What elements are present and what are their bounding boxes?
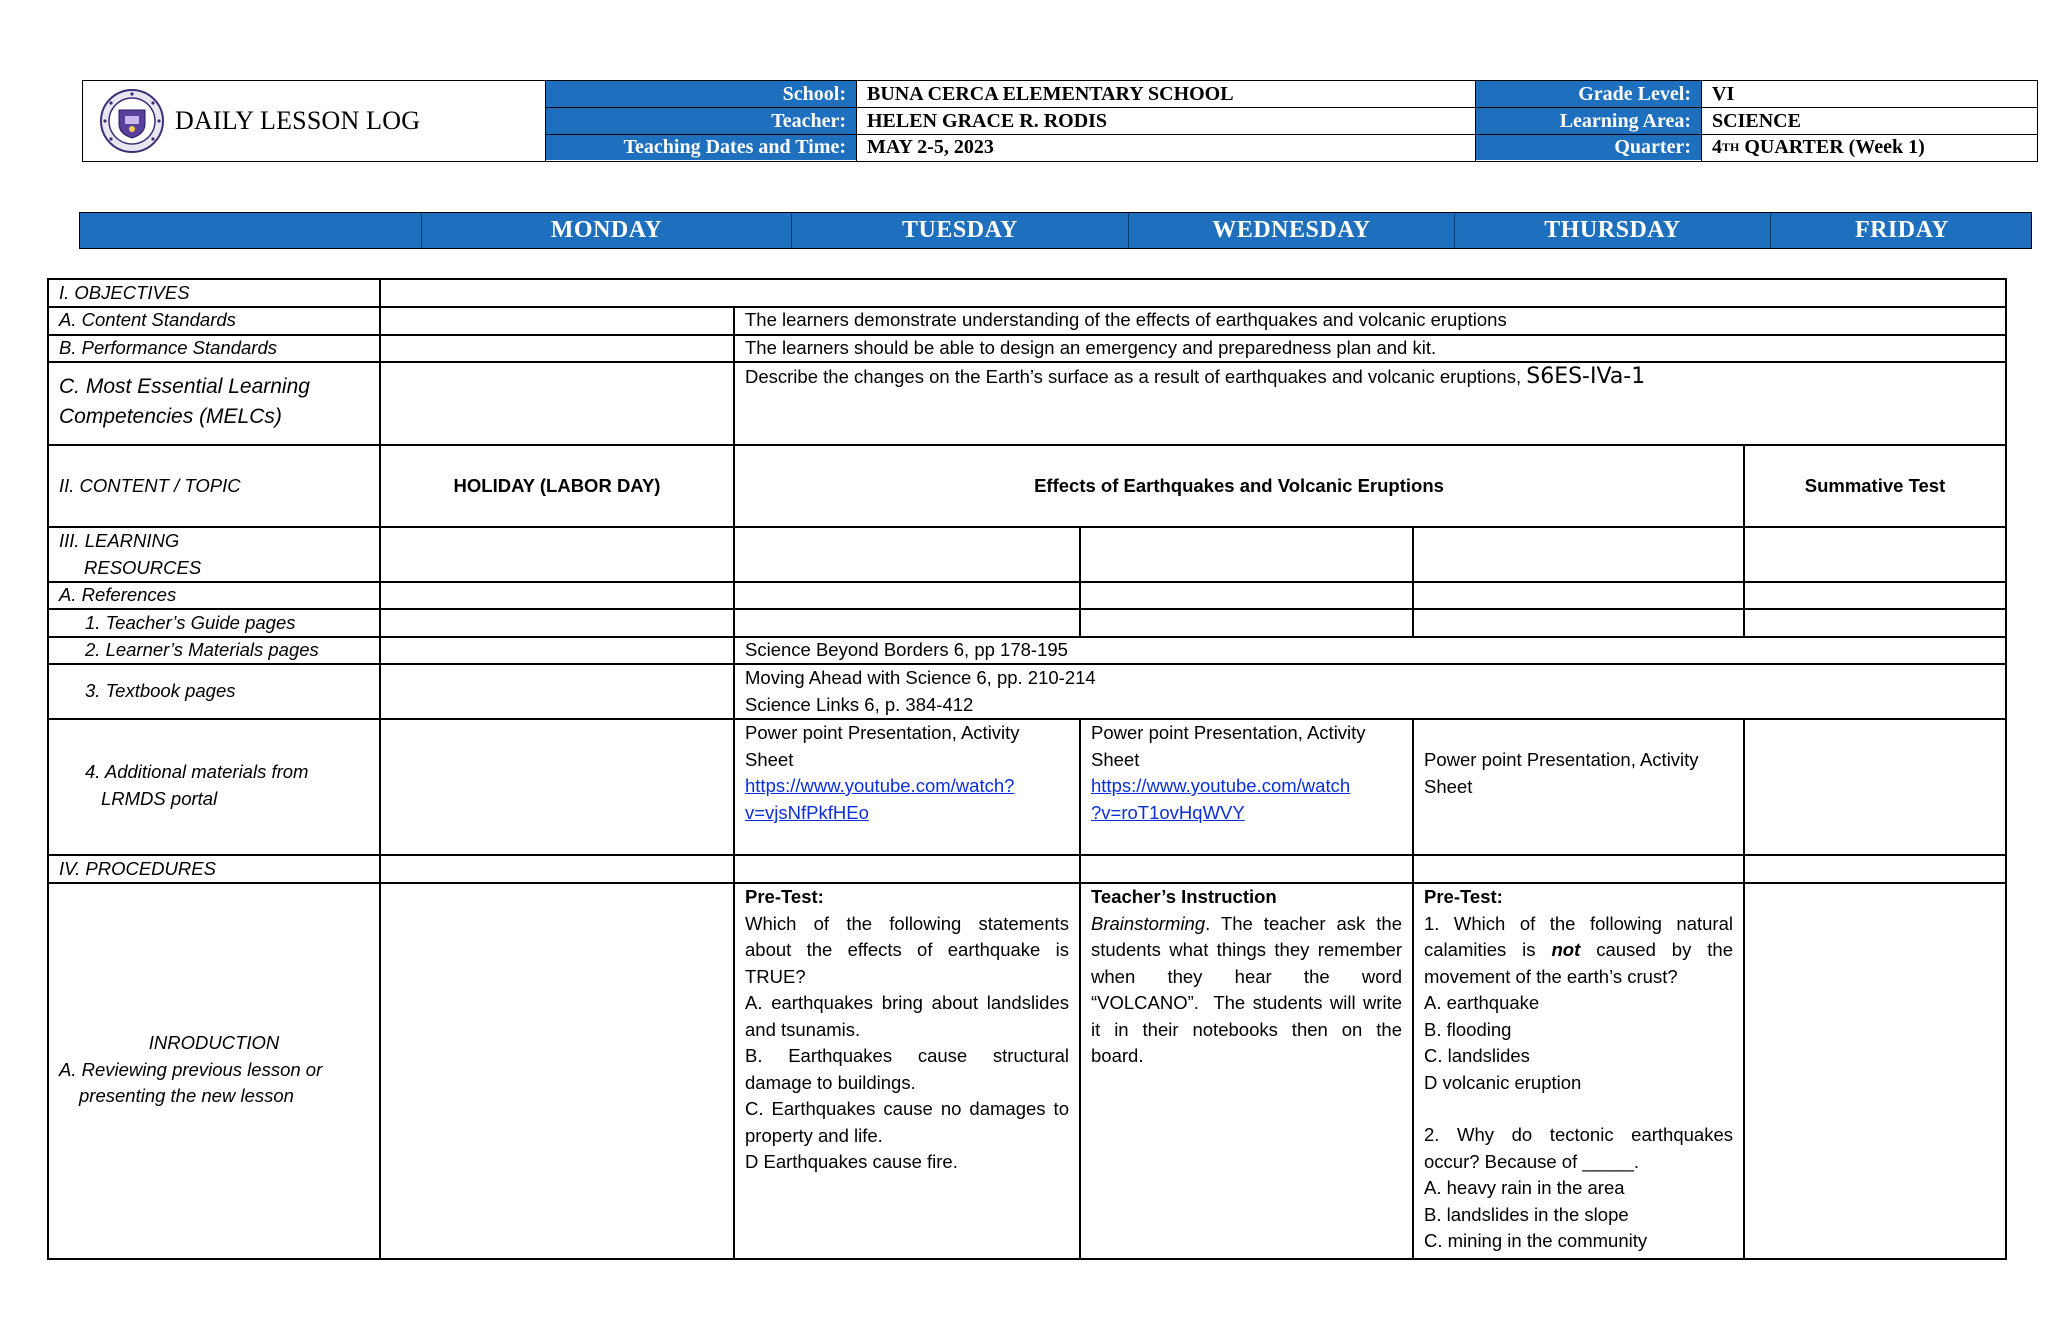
learning-resources-line2: RESOURCES bbox=[84, 556, 202, 578]
quarter-value bbox=[1702, 135, 2037, 160]
thursday-q1-b: B. flooding bbox=[1424, 1018, 1512, 1040]
textbook-line2: Science Links 6, p. 384-412 bbox=[745, 693, 974, 715]
tuesday-option-b: B. Earthquakes cause structural damage to buildings. bbox=[745, 1045, 1069, 1093]
quarter-text: QUARTER (Week 1) bbox=[1739, 136, 1925, 158]
brainstorming-term: Brainstorming bbox=[1091, 912, 1206, 934]
tuesday-materials bbox=[735, 720, 1079, 854]
row-references-label: A. References bbox=[59, 584, 177, 606]
deped-seal-icon bbox=[99, 88, 165, 154]
thursday-q1 bbox=[1424, 911, 1739, 991]
textbook-pages-cell bbox=[735, 665, 2005, 718]
friday-topic: Summative Test bbox=[1804, 474, 1946, 496]
melc-code: S6ES-IVa-1 bbox=[1526, 364, 1646, 389]
tuesday-pretest-question: Which of the following statements about the effects of earthquake is TRUE? bbox=[745, 912, 1069, 987]
main-topic: Effects of Earthquakes and Volcanic Eruptions bbox=[1034, 474, 1444, 496]
thursday-pretest bbox=[1414, 884, 1743, 1258]
thursday-q1-emphasis: not bbox=[1551, 939, 1581, 960]
header-labels-right bbox=[1476, 81, 1702, 161]
grid-line bbox=[47, 1258, 2007, 1260]
additional-line2: LRMDS portal bbox=[101, 787, 218, 809]
tuesday-link-part1[interactable]: https://www.youtube.com/watch? bbox=[745, 775, 1015, 796]
tuesday-materials-line1: Power point Presentation, Activity bbox=[745, 722, 1020, 743]
thursday-materials-line2: Sheet bbox=[1424, 775, 1473, 797]
thursday-q2-a: A. heavy rain in the area bbox=[1424, 1177, 1625, 1198]
tuesday-video-link[interactable] bbox=[745, 773, 1069, 826]
grade-label: Grade Level: bbox=[1476, 81, 1701, 108]
wednesday-instruction-body bbox=[1091, 911, 1408, 1070]
row-content-standards-label: A. Content Standards bbox=[59, 309, 236, 331]
thursday-pretest-heading: Pre-Test: bbox=[1424, 886, 1503, 907]
thursday-q2-b: B. landslides in the slope bbox=[1424, 1203, 1629, 1225]
additional-line1: 4. Additional materials from bbox=[85, 761, 309, 782]
row-procedures-label: IV. PROCEDURES bbox=[59, 857, 216, 879]
row-tg-pages-label: 1. Teacher’s Guide pages bbox=[85, 611, 296, 633]
teacher-value: HELEN GRACE R. RODIS bbox=[857, 108, 1475, 135]
area-label: Learning Area: bbox=[1476, 108, 1701, 135]
row-additional-materials-label bbox=[49, 759, 379, 819]
brand-block bbox=[83, 81, 546, 161]
day-monday: MONDAY bbox=[421, 213, 791, 248]
row-performance-standards-label: B. Performance Standards bbox=[59, 336, 277, 358]
spacer bbox=[1424, 1096, 1733, 1122]
day-tuesday: TUESDAY bbox=[791, 213, 1128, 248]
thursday-q1-d: D volcanic eruption bbox=[1424, 1071, 1582, 1093]
thursday-q1-pre: 1. Which of the following natural calamities is bbox=[1424, 912, 1739, 960]
tuesday-option-a: A. earthquakes bring about landslides and tsunamis. bbox=[745, 992, 1069, 1040]
tuesday-pretest bbox=[735, 884, 1079, 1258]
wednesday-instruction-text: . The teacher ask the students what things they remember when they hear the word “VOLCANO”. The students will write it in their notebooks then on the board. bbox=[1091, 912, 1408, 1066]
learning-resources-line1: III. LEARNING bbox=[59, 530, 180, 551]
lm-pages-text: Science Beyond Borders 6, pp 178-195 bbox=[745, 638, 1068, 660]
row-melc-label: C. Most Essential Learning Competencies (MELCs) bbox=[59, 375, 310, 428]
wednesday-materials-line1: Power point Presentation, Activity bbox=[1091, 722, 1366, 743]
intro-line2: A. Reviewing previous lesson or bbox=[59, 1058, 323, 1080]
textbook-line1: Moving Ahead with Science 6, pp. 210-214 bbox=[745, 667, 1096, 688]
thursday-q2: 2. Why do tectonic earthquakes occur? Because of _____. bbox=[1424, 1124, 1733, 1172]
school-value: BUNA CERCA ELEMENTARY SCHOOL bbox=[857, 81, 1475, 108]
content-standards-text: The learners demonstrate understanding of the effects of earthquakes and volcanic eruptions bbox=[745, 309, 1507, 331]
wednesday-video-link[interactable] bbox=[1091, 773, 1402, 826]
tuesday-link-part2[interactable]: v=vjsNfPkfHEo bbox=[745, 801, 869, 823]
grid-line bbox=[2005, 278, 2007, 1260]
wednesday-materials bbox=[1081, 720, 1412, 854]
header-labels-left bbox=[546, 81, 857, 161]
thursday-materials-line1: Power point Presentation, Activity bbox=[1424, 749, 1699, 770]
area-value: SCIENCE bbox=[1702, 108, 2037, 135]
wednesday-link-part1[interactable]: https://www.youtube.com/watch bbox=[1091, 775, 1351, 796]
quarter-number: 4 bbox=[1712, 136, 1722, 158]
school-label: School: bbox=[546, 81, 856, 108]
teacher-label: Teacher: bbox=[546, 108, 856, 135]
tuesday-pretest-heading: Pre-Test: bbox=[745, 886, 824, 907]
monday-topic: HOLIDAY (LABOR DAY) bbox=[453, 474, 661, 496]
melc-text: Describe the changes on the Earth’s surface as a result of earthquakes and volcanic eruptions, bbox=[745, 366, 1527, 387]
dates-label: Teaching Dates and Time: bbox=[546, 135, 856, 160]
tuesday-option-c: C. Earthquakes cause no damages to property and life. bbox=[745, 1098, 1069, 1146]
row-objectives-label: I. OBJECTIVES bbox=[59, 281, 190, 303]
dates-value: MAY 2-5, 2023 bbox=[867, 136, 994, 158]
grid-line bbox=[379, 278, 381, 1260]
row-introduction-label bbox=[49, 1030, 379, 1112]
header-values-right bbox=[1702, 81, 2037, 161]
wednesday-materials-line2: Sheet bbox=[1091, 748, 1140, 770]
thursday-q1-post: caused by the movement of the earth’s crust? bbox=[1424, 939, 1739, 987]
lesson-log-header bbox=[82, 80, 2038, 162]
row-content-topic-label: II. CONTENT / TOPIC bbox=[59, 474, 241, 496]
wednesday-instruction bbox=[1081, 884, 1412, 1258]
day-wednesday: WEDNESDAY bbox=[1128, 213, 1454, 248]
tuesday-materials-line2: Sheet bbox=[745, 748, 794, 770]
row-learning-resources-label bbox=[49, 528, 379, 581]
thursday-q1-a: A. earthquake bbox=[1424, 992, 1540, 1013]
day-header-bar bbox=[79, 212, 2032, 249]
intro-line3: presenting the new lesson bbox=[79, 1085, 294, 1106]
melc-cell bbox=[735, 364, 2005, 442]
row-textbook-pages-label: 3. Textbook pages bbox=[85, 680, 236, 702]
thursday-q1-c: C. landslides bbox=[1424, 1045, 1530, 1066]
quarter-label: Quarter: bbox=[1476, 135, 1701, 160]
day-thursday: THURSDAY bbox=[1454, 213, 1770, 248]
header-values-left bbox=[857, 81, 1476, 161]
row-lm-pages-label: 2. Learner’s Materials pages bbox=[85, 638, 319, 660]
grid-line bbox=[1743, 718, 1745, 1260]
tuesday-option-d: D Earthquakes cause fire. bbox=[745, 1151, 958, 1172]
grade-value: VI bbox=[1702, 81, 2037, 108]
wednesday-instruction-heading: Teacher’s Instruction bbox=[1091, 886, 1277, 907]
performance-standards-text: The learners should be able to design an emergency and preparedness plan and kit. bbox=[745, 336, 1437, 358]
intro-line1: INRODUCTION bbox=[148, 1032, 280, 1053]
thursday-materials bbox=[1414, 747, 1743, 827]
page-title: DAILY LESSON LOG bbox=[175, 106, 421, 135]
day-friday: FRIDAY bbox=[1770, 213, 2033, 248]
thursday-q2-c: C. mining in the community bbox=[1424, 1230, 1648, 1251]
quarter-suffix: TH bbox=[1722, 140, 1740, 154]
wednesday-link-part2[interactable]: ?v=roT1ovHqWVY bbox=[1091, 801, 1245, 823]
